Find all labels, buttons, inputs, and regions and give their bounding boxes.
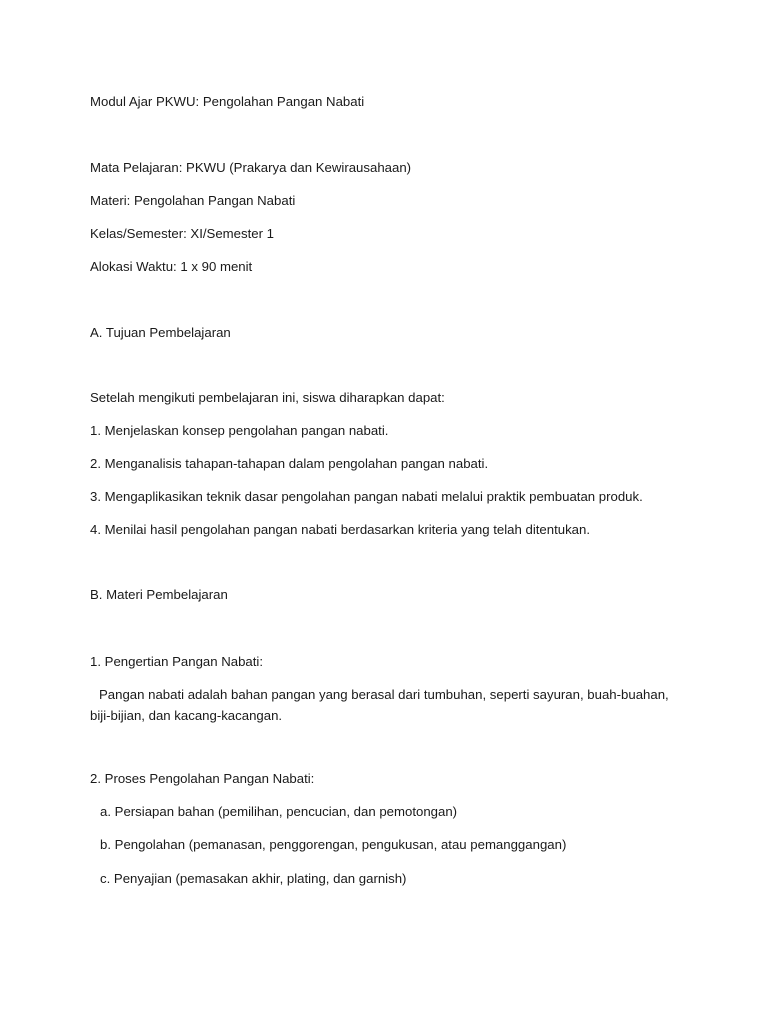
- objective-item: 1. Menjelaskan konsep pengolahan pangan nabati.: [90, 423, 389, 438]
- section-b-heading: B. Materi Pembelajaran: [90, 587, 228, 602]
- section-a-heading: A. Tujuan Pembelajaran: [90, 325, 231, 340]
- objective-item: 2. Menganalisis tahapan-tahapan dalam pengolahan pangan nabati.: [90, 456, 489, 471]
- objective-item: 3. Mengaplikasikan teknik dasar pengolahan pangan nabati melalui praktik pembuatan produk.: [90, 489, 643, 504]
- info-time: Alokasi Waktu: 1 x 90 menit: [90, 259, 253, 274]
- info-grade: Kelas/Semester: XI/Semester 1: [90, 226, 274, 241]
- subsection-2-heading: 2. Proses Pengolahan Pangan Nabati:: [90, 771, 315, 786]
- subsection-1-heading: 1. Pengertian Pangan Nabati:: [90, 654, 264, 669]
- process-item: a. Persiapan bahan (pemilihan, pencucian, dan pemotongan): [100, 804, 458, 819]
- process-item: b. Pengolahan (pemanasan, penggorengan, pengukusan, atau pemanggangan): [100, 837, 567, 852]
- info-subject: Mata Pelajaran: PKWU (Prakarya dan Kewirausahaan): [90, 160, 412, 175]
- section-a-intro: Setelah mengikuti pembelajaran ini, siswa diharapkan dapat:: [90, 390, 445, 405]
- document-title: Modul Ajar PKWU: Pengolahan Pangan Nabati: [90, 94, 365, 109]
- subsection-1-text: Pangan nabati adalah bahan pangan yang berasal dari tumbuhan, seperti sayuran, buah-buahan, biji-bijian, dan kacang-kacangan.: [90, 687, 669, 723]
- objective-item: 4. Menilai hasil pengolahan pangan nabati berdasarkan kriteria yang telah ditentukan.: [90, 522, 591, 537]
- process-item: c. Penyajian (pemasakan akhir, plating, dan garnish): [100, 871, 407, 886]
- info-material: Materi: Pengolahan Pangan Nabati: [90, 193, 296, 208]
